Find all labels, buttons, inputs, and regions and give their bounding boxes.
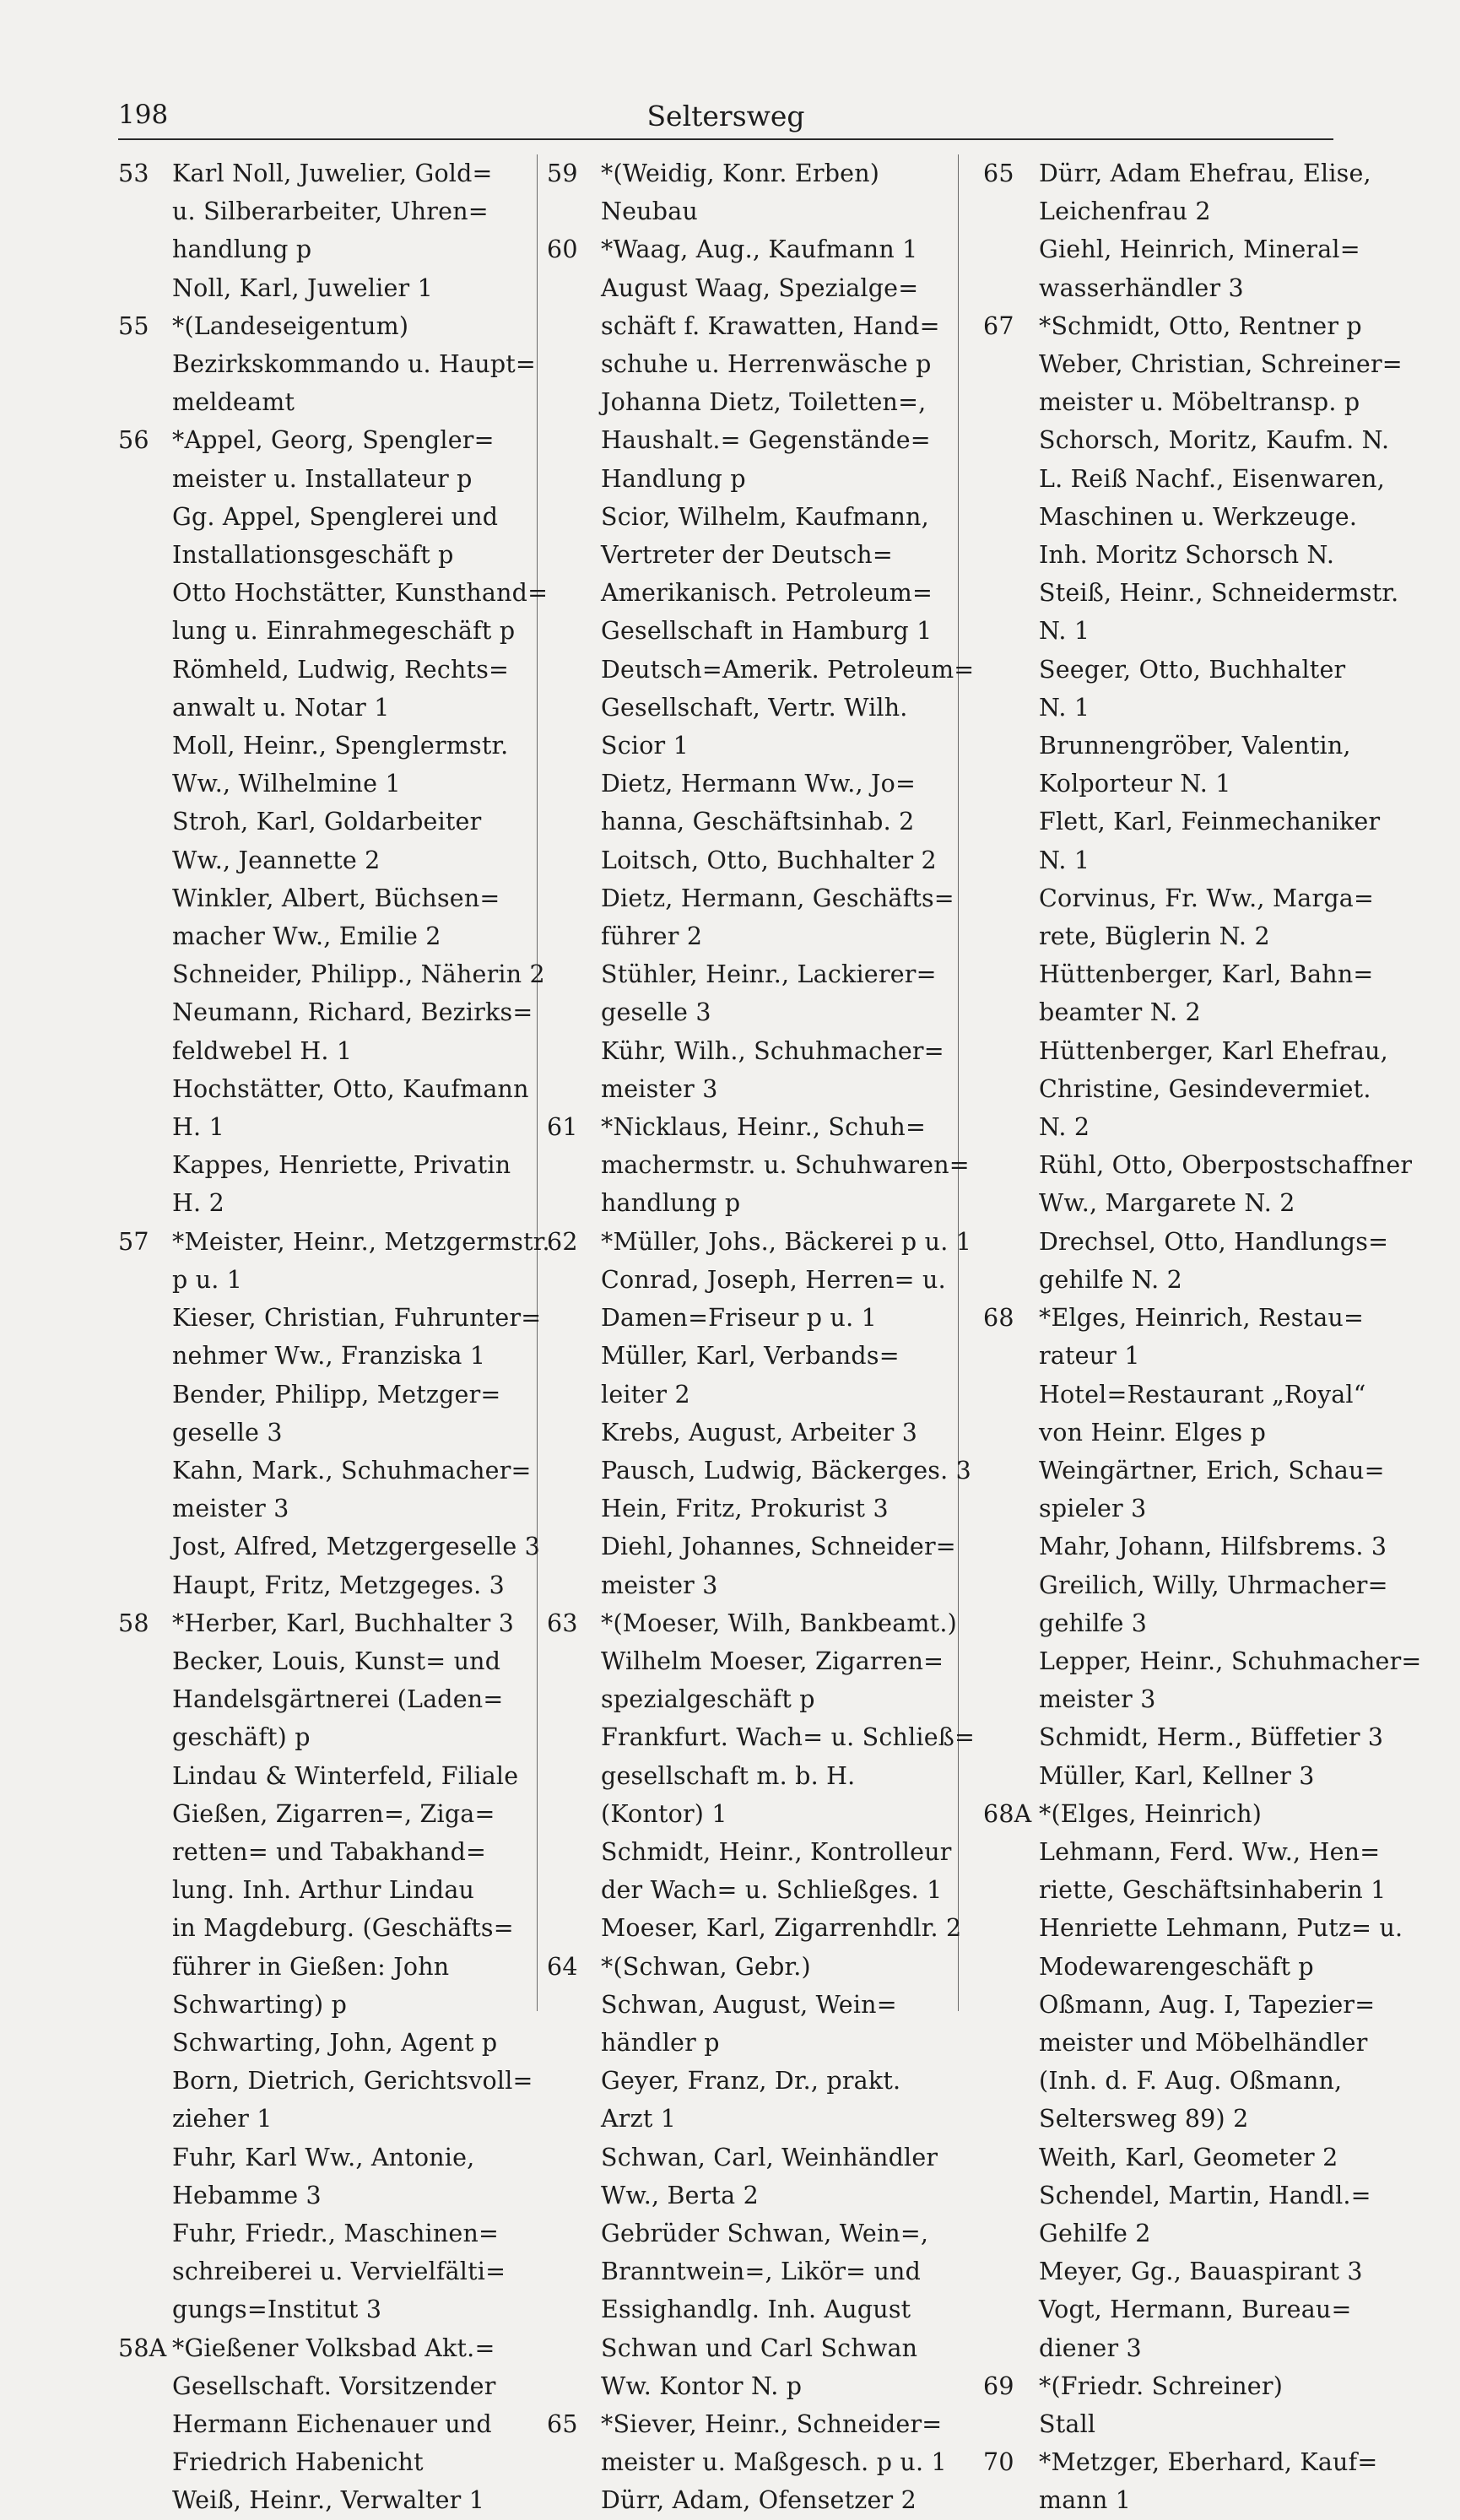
entry-text: Greilich, Willy, Uhrmacher= — [1039, 1571, 1388, 1599]
entry-text: lung u. Einrahmegeschäft p — [172, 617, 516, 646]
house-number: 57 — [118, 1227, 149, 1256]
house-number: 68A — [983, 1799, 1032, 1828]
entry-text: Amerikanisch. Petroleum= — [601, 579, 933, 608]
entry-text: gungs=Institut 3 — [172, 2296, 382, 2324]
entry-text: Gebrüder Schwan, Wein=, — [601, 2219, 929, 2247]
entry-text: von Heinr. Elges p — [1039, 1418, 1267, 1447]
entry-text: Römheld, Ludwig, Rechts= — [172, 655, 510, 684]
house-number: 65 — [547, 2409, 578, 2438]
entry-text: Gehilfe 2 — [1039, 2219, 1151, 2247]
house-number: 67 — [983, 311, 1014, 340]
entry-text: Hüttenberger, Karl, Bahn= — [1039, 960, 1374, 989]
entry-first-line — [547, 1223, 972, 1261]
entry-text: u. Silberarbeiter, Uhren= — [172, 197, 489, 226]
entry-text: Weiß, Heinr., Verwalter 1 — [172, 2486, 485, 2515]
entry-text: lung. Inh. Arthur Lindau — [172, 1876, 475, 1905]
entry-text: meister 3 — [601, 1571, 718, 1599]
entry-text: Moeser, Karl, Zigarrenhdlr. 2 — [601, 1914, 962, 1943]
entry-text: meister u. Maßgesch. p u. 1 — [601, 2448, 947, 2477]
entry-text: anwalt u. Notar 1 — [172, 693, 390, 722]
entry-text: rateur 1 — [1039, 1342, 1140, 1371]
entry-text: *(Schwan, Gebr.) — [601, 1952, 811, 1981]
entry-text: händler p — [601, 2028, 720, 2057]
entry-text: Kappes, Henriette, Privatin — [172, 1151, 511, 1180]
entry-text: Johanna Dietz, Toiletten=, — [601, 388, 927, 417]
entry-first-line — [983, 1299, 1365, 1337]
entry-text: Schwan und Carl Schwan — [601, 2333, 918, 2362]
entry-text: *Metzger, Eberhard, Kauf= — [1039, 2448, 1378, 2477]
entry-text: Corvinus, Fr. Ww., Marga= — [1039, 884, 1375, 912]
entry-text: Fuhr, Friedr., Maschinen= — [172, 2219, 500, 2247]
entry-text: Stall — [1039, 2409, 1096, 2438]
entry-text: L. Reiß Nachf., Eisenwaren, — [1039, 464, 1385, 493]
entry-first-line — [547, 154, 952, 192]
entry-first-line — [547, 1948, 952, 1986]
page-number: 198 — [118, 100, 169, 130]
entry-text: *(Elges, Heinrich) — [1039, 1799, 1263, 1828]
entry-text: Modewarengeschäft p — [1039, 1952, 1314, 1981]
entry-first-line — [118, 2329, 540, 2367]
entry-first-line — [983, 2443, 1378, 2481]
entry-text: Schwarting, John, Agent p — [172, 2028, 498, 2057]
entry-text: der Wach= u. Schließges. 1 — [601, 1876, 943, 1905]
entry-text: Hotel=Restaurant „Royal“ — [1039, 1380, 1366, 1409]
entry-text: Bezirkskommando u. Haupt= — [172, 350, 536, 379]
entry-text: *(Friedr. Schreiner) — [1039, 2371, 1284, 2400]
entry-text: spezialgeschäft p — [601, 1685, 815, 1714]
entry-text: Schendel, Martin, Handl.= — [1039, 2181, 1371, 2209]
house-number: 65 — [983, 160, 1014, 187]
entry-first-line — [983, 1795, 1346, 1833]
entry-text: Otto Hochstätter, Kunsthand= — [172, 579, 549, 608]
entry-text: Kahn, Mark., Schuhmacher= — [172, 1456, 532, 1484]
entry-text: Henriette Lehmann, Putz= u. — [1039, 1914, 1403, 1943]
entry-text: Deutsch=Amerik. Petroleum= — [601, 655, 975, 684]
entry-text: meldeamt — [172, 388, 295, 417]
entry-text: machermstr. u. Schuhwaren= — [601, 1151, 970, 1180]
entry-text: H. 2 — [172, 1189, 224, 1218]
house-number: 68 — [983, 1304, 1014, 1333]
entry-text: in Magdeburg. (Geschäfts= — [172, 1914, 514, 1943]
entry-first-line — [118, 1604, 540, 1642]
entry-first-line — [547, 230, 952, 268]
entry-text: p u. 1 — [172, 1265, 243, 1294]
entry-text: Ww., Wilhelmine 1 — [172, 770, 401, 798]
entry-text: *Gießener Volksbad Akt.= — [172, 2333, 495, 2362]
entry-text: Schorsch, Moritz, Kaufm. N. — [1039, 426, 1390, 455]
entry-text: hanna, Geschäftsinhab. 2 — [601, 808, 915, 836]
entry-text: Krebs, August, Arbeiter 3 — [601, 1418, 918, 1447]
house-number: 55 — [118, 311, 149, 340]
entry-text: schuhe u. Herrenwäsche p — [601, 350, 932, 379]
entry-text: Gießen, Zigarren=, Ziga= — [172, 1799, 495, 1828]
entry-text: Pausch, Ludwig, Bäckerges. 3 — [601, 1456, 971, 1484]
entry-text: geselle 3 — [601, 998, 711, 1027]
entry-text: *Waag, Aug., Kaufmann 1 — [601, 235, 918, 264]
entry-text: macher Ww., Emilie 2 — [172, 922, 441, 951]
entry-text: meister u. Möbeltransp. p — [1039, 388, 1360, 417]
entry-text: Lindau & Winterfeld, Filiale — [172, 1761, 519, 1790]
entry-text: Neumann, Richard, Bezirks= — [172, 998, 533, 1027]
house-number: 64 — [547, 1952, 578, 1981]
entry-text: Ww., Margarete N. 2 — [1039, 1189, 1295, 1218]
entry-text: Essighandlg. Inh. August — [601, 2296, 911, 2324]
entry-text: Branntwein=, Likör= und — [601, 2258, 922, 2286]
entry-text: Diehl, Johannes, Schneider= — [601, 1533, 956, 1561]
entry-text: Installationsgeschäft p — [172, 541, 454, 570]
entry-text: Geyer, Franz, Dr., prakt. — [601, 2067, 901, 2095]
directory-column-2 — [547, 154, 976, 2515]
entry-text: retten= und Tabakhand= — [172, 1837, 487, 1866]
entry-text: *Meister, Heinr., Metzgermstr. — [172, 1227, 550, 1256]
entry-text: Kühr, Wilh., Schuhmacher= — [601, 1036, 944, 1065]
entry-text: nehmer Ww., Franziska 1 — [172, 1342, 486, 1371]
entry-text: N. 1 — [1039, 846, 1090, 874]
entry-text: Hüttenberger, Karl Ehefrau, — [1039, 1036, 1388, 1065]
entry-text: Noll, Karl, Juwelier 1 — [172, 273, 433, 302]
entry-text: Hochstätter, Otto, Kaufmann — [172, 1074, 529, 1103]
directory-column-1 — [118, 154, 550, 2515]
entry-text: beamter N. 2 — [1039, 998, 1201, 1027]
entry-text: *Elges, Heinrich, Restau= — [1039, 1304, 1365, 1333]
entry-text: Leichenfrau 2 — [1039, 197, 1211, 226]
entry-text: handlung p — [172, 235, 312, 264]
entry-text: Ww. Kontor N. p — [601, 2371, 803, 2400]
entry-text: meister 3 — [1039, 1685, 1156, 1714]
entry-text: Neubau — [601, 197, 698, 226]
entry-text: Schwan, August, Wein= — [601, 1990, 897, 2019]
entry-text: meister 3 — [601, 1074, 718, 1103]
entry-text: Jost, Alfred, Metzgergeselle 3 — [172, 1533, 541, 1561]
entry-text: feldwebel H. 1 — [172, 1036, 353, 1065]
entry-text: Drechsel, Otto, Handlungs= — [1039, 1227, 1389, 1256]
entry-text: Winkler, Albert, Büchsen= — [172, 884, 500, 912]
house-number: 59 — [547, 160, 578, 187]
house-number: 62 — [547, 1227, 578, 1256]
entry-text: *Müller, Johs., Bäckerei p u. 1 — [601, 1227, 972, 1256]
entry-text: Haupt, Fritz, Metzgeges. 3 — [172, 1571, 505, 1599]
entry-text: Weith, Karl, Geometer 2 — [1039, 2143, 1338, 2171]
entry-text: *Schmidt, Otto, Rentner p — [1039, 311, 1362, 340]
entry-text: Schwarting) p — [172, 1990, 348, 2019]
entry-text: Stroh, Karl, Goldarbeiter — [172, 808, 482, 836]
entry-first-line — [547, 2405, 952, 2443]
directory-column-3 — [983, 154, 1422, 2515]
entry-first-line — [118, 154, 540, 192]
entry-first-line — [118, 307, 540, 345]
house-number: 70 — [983, 2448, 1014, 2477]
entry-text: Dürr, Adam Ehefrau, Elise, — [1039, 160, 1371, 187]
entry-text: Maschinen u. Werkzeuge. — [1039, 502, 1358, 531]
entry-text: Seeger, Otto, Buchhalter — [1039, 655, 1346, 684]
entry-text: Loitsch, Otto, Buchhalter 2 — [601, 846, 937, 874]
entry-text: Damen=Friseur p u. 1 — [601, 1304, 877, 1333]
entry-text: Ww., Jeannette 2 — [172, 846, 381, 874]
entry-text: gehilfe 3 — [1039, 1609, 1148, 1637]
entry-text: Hermann Eichenauer und — [172, 2409, 492, 2438]
house-number: 58A — [118, 2333, 167, 2362]
entry-first-line — [118, 1223, 550, 1261]
entry-text: Scior, Wilhelm, Kaufmann, — [601, 502, 929, 531]
entry-text: Karl Noll, Juwelier, Gold= — [172, 160, 493, 187]
entry-text: Handlung p — [601, 464, 746, 493]
entry-text: Giehl, Heinrich, Mineral= — [1039, 235, 1360, 264]
entry-text: Dietz, Hermann, Geschäfts= — [601, 884, 954, 912]
house-number: 60 — [547, 235, 578, 264]
entry-text: Stühler, Heinr., Lackierer= — [601, 960, 937, 989]
house-number: 56 — [118, 426, 149, 455]
entry-text: gesellschaft m. b. H. — [601, 1761, 856, 1790]
entry-text: Schmidt, Heinr., Kontrolleur — [601, 1837, 952, 1866]
entry-text: Lehmann, Ferd. Ww., Hen= — [1039, 1837, 1381, 1866]
entry-text: Meyer, Gg., Bauaspirant 3 — [1039, 2258, 1363, 2286]
entry-text: *Herber, Karl, Buchhalter 3 — [172, 1609, 515, 1637]
entry-text: *(Weidig, Konr. Erben) — [601, 160, 880, 187]
entry-text: meister und Möbelhändler — [1039, 2028, 1368, 2057]
house-number: 61 — [547, 1113, 578, 1142]
entry-text: *Siever, Heinr., Schneider= — [601, 2409, 943, 2438]
entry-text: *(Landeseigentum) — [172, 311, 409, 340]
entry-text: Arzt 1 — [601, 2105, 677, 2133]
entry-text: leiter 2 — [601, 1380, 690, 1409]
entry-text: riette, Geschäftsinhaberin 1 — [1039, 1876, 1387, 1905]
entry-text: Bender, Philipp, Metzger= — [172, 1380, 501, 1409]
entry-text: Kieser, Christian, Fuhrunter= — [172, 1304, 542, 1333]
entry-text: Ww., Berta 2 — [601, 2181, 759, 2209]
entry-text: Flett, Karl, Feinmechaniker — [1039, 808, 1381, 836]
entry-text: Christine, Gesindevermiet. — [1039, 1074, 1371, 1103]
entry-text: Schmidt, Herm., Büffetier 3 — [1039, 1723, 1384, 1752]
entry-text: Dürr, Adam, Ofensetzer 2 — [601, 2486, 917, 2515]
entry-text: spieler 3 — [1039, 1495, 1147, 1523]
entry-text: Scior 1 — [601, 732, 689, 760]
entry-text: Vogt, Hermann, Bureau= — [1039, 2296, 1352, 2324]
entry-first-line — [547, 1108, 952, 1146]
entry-text: Mahr, Johann, Hilfsbrems. 3 — [1039, 1533, 1387, 1561]
entry-text: geschäft) p — [172, 1723, 311, 1752]
entry-text: *Appel, Georg, Spengler= — [172, 426, 495, 455]
entry-text: Weingärtner, Erich, Schau= — [1039, 1456, 1385, 1484]
entry-text: Weber, Christian, Schreiner= — [1039, 350, 1403, 379]
entry-text: zieher 1 — [172, 2105, 273, 2133]
entry-text: diener 3 — [1039, 2333, 1142, 2362]
entry-text: meister 3 — [172, 1495, 289, 1523]
entry-text: Gesellschaft. Vorsitzender — [172, 2371, 496, 2400]
running-title: Seltersweg — [646, 100, 805, 132]
entry-text: Becker, Louis, Kunst= und — [172, 1647, 501, 1675]
entry-text: rete, Büglerin N. 2 — [1039, 922, 1270, 951]
entry-text: mann 1 — [1039, 2486, 1132, 2515]
entry-text: handlung p — [601, 1189, 741, 1218]
entry-text: Moll, Heinr., Spenglermstr. — [172, 732, 509, 760]
entry-first-line — [983, 2367, 1346, 2405]
entry-text: Kolporteur N. 1 — [1039, 770, 1231, 798]
entry-text: Inh. Moritz Schorsch N. — [1039, 541, 1335, 570]
entry-text: August Waag, Spezialge= — [601, 273, 919, 302]
entry-text: Gesellschaft, Vertr. Wilh. — [601, 693, 908, 722]
entry-text: wasserhändler 3 — [1039, 273, 1244, 302]
entry-text: Steiß, Heinr., Schneidermstr. — [1039, 579, 1399, 608]
entry-first-line — [983, 154, 1371, 192]
entry-text: N. 1 — [1039, 617, 1090, 646]
entry-text: Wilhelm Moeser, Zigarren= — [601, 1647, 944, 1675]
entry-first-line — [983, 307, 1362, 345]
entry-text: meister u. Installateur p — [172, 464, 473, 493]
entry-text: Rühl, Otto, Oberpostschaffner — [1039, 1151, 1413, 1180]
entry-text: N. 1 — [1039, 693, 1090, 722]
entry-text: Friedrich Habenicht — [172, 2448, 424, 2477]
entry-text: (Kontor) 1 — [601, 1799, 727, 1828]
entry-text: Schwan, Carl, Weinhändler — [601, 2143, 938, 2171]
entry-text: Müller, Karl, Kellner 3 — [1039, 1761, 1315, 1790]
entry-text: führer 2 — [601, 922, 703, 951]
entry-text: Oßmann, Aug. I, Tapezier= — [1039, 1990, 1376, 2019]
entry-text: schreiberei u. Vervielfälti= — [172, 2258, 506, 2286]
entry-first-line — [547, 1604, 957, 1642]
entry-text: Born, Dietrich, Gerichtsvoll= — [172, 2067, 533, 2095]
entry-text: H. 1 — [172, 1113, 224, 1142]
entry-text: Seltersweg 89) 2 — [1039, 2105, 1249, 2133]
page-header — [118, 95, 1333, 140]
entry-text: Lepper, Heinr., Schuhmacher= — [1039, 1647, 1422, 1675]
entry-text: *(Moeser, Wilh, Bankbeamt.) — [601, 1609, 957, 1637]
house-number: 53 — [118, 160, 149, 187]
house-number: 63 — [547, 1609, 578, 1637]
entry-text: geselle 3 — [172, 1418, 283, 1447]
entry-text: (Inh. d. F. Aug. Oßmann, — [1039, 2067, 1343, 2095]
entry-text: Hebamme 3 — [172, 2181, 322, 2209]
entry-text: Frankfurt. Wach= u. Schließ= — [601, 1723, 976, 1752]
entry-text: N. 2 — [1039, 1113, 1090, 1142]
entry-text: Fuhr, Karl Ww., Antonie, — [172, 2143, 475, 2171]
entry-text: Brunnengröber, Valentin, — [1039, 732, 1351, 760]
entry-text: Vertreter der Deutsch= — [601, 541, 893, 570]
entry-text: gehilfe N. 2 — [1039, 1265, 1182, 1294]
house-number: 58 — [118, 1609, 149, 1637]
entry-text: Müller, Karl, Verbands= — [601, 1342, 900, 1371]
entry-text: Conrad, Joseph, Herren= u. — [601, 1265, 946, 1294]
entry-text: schäft f. Krawatten, Hand= — [601, 311, 940, 340]
entry-text: Hein, Fritz, Prokurist 3 — [601, 1495, 889, 1523]
entry-text: Haushalt.= Gegenstände= — [601, 426, 931, 455]
entry-text: Dietz, Hermann Ww., Jo= — [601, 770, 917, 798]
entry-text: Handelsgärtnerei (Laden= — [172, 1685, 504, 1714]
entry-first-line — [118, 421, 540, 459]
entry-text: Gesellschaft in Hamburg 1 — [601, 617, 933, 646]
entry-text: *Nicklaus, Heinr., Schuh= — [601, 1113, 927, 1142]
entry-text: führer in Gießen: John — [172, 1952, 450, 1981]
entry-text: Gg. Appel, Spenglerei und — [172, 502, 499, 531]
house-number: 69 — [983, 2371, 1014, 2400]
entry-text: Schneider, Philipp., Näherin 2 — [172, 960, 545, 989]
